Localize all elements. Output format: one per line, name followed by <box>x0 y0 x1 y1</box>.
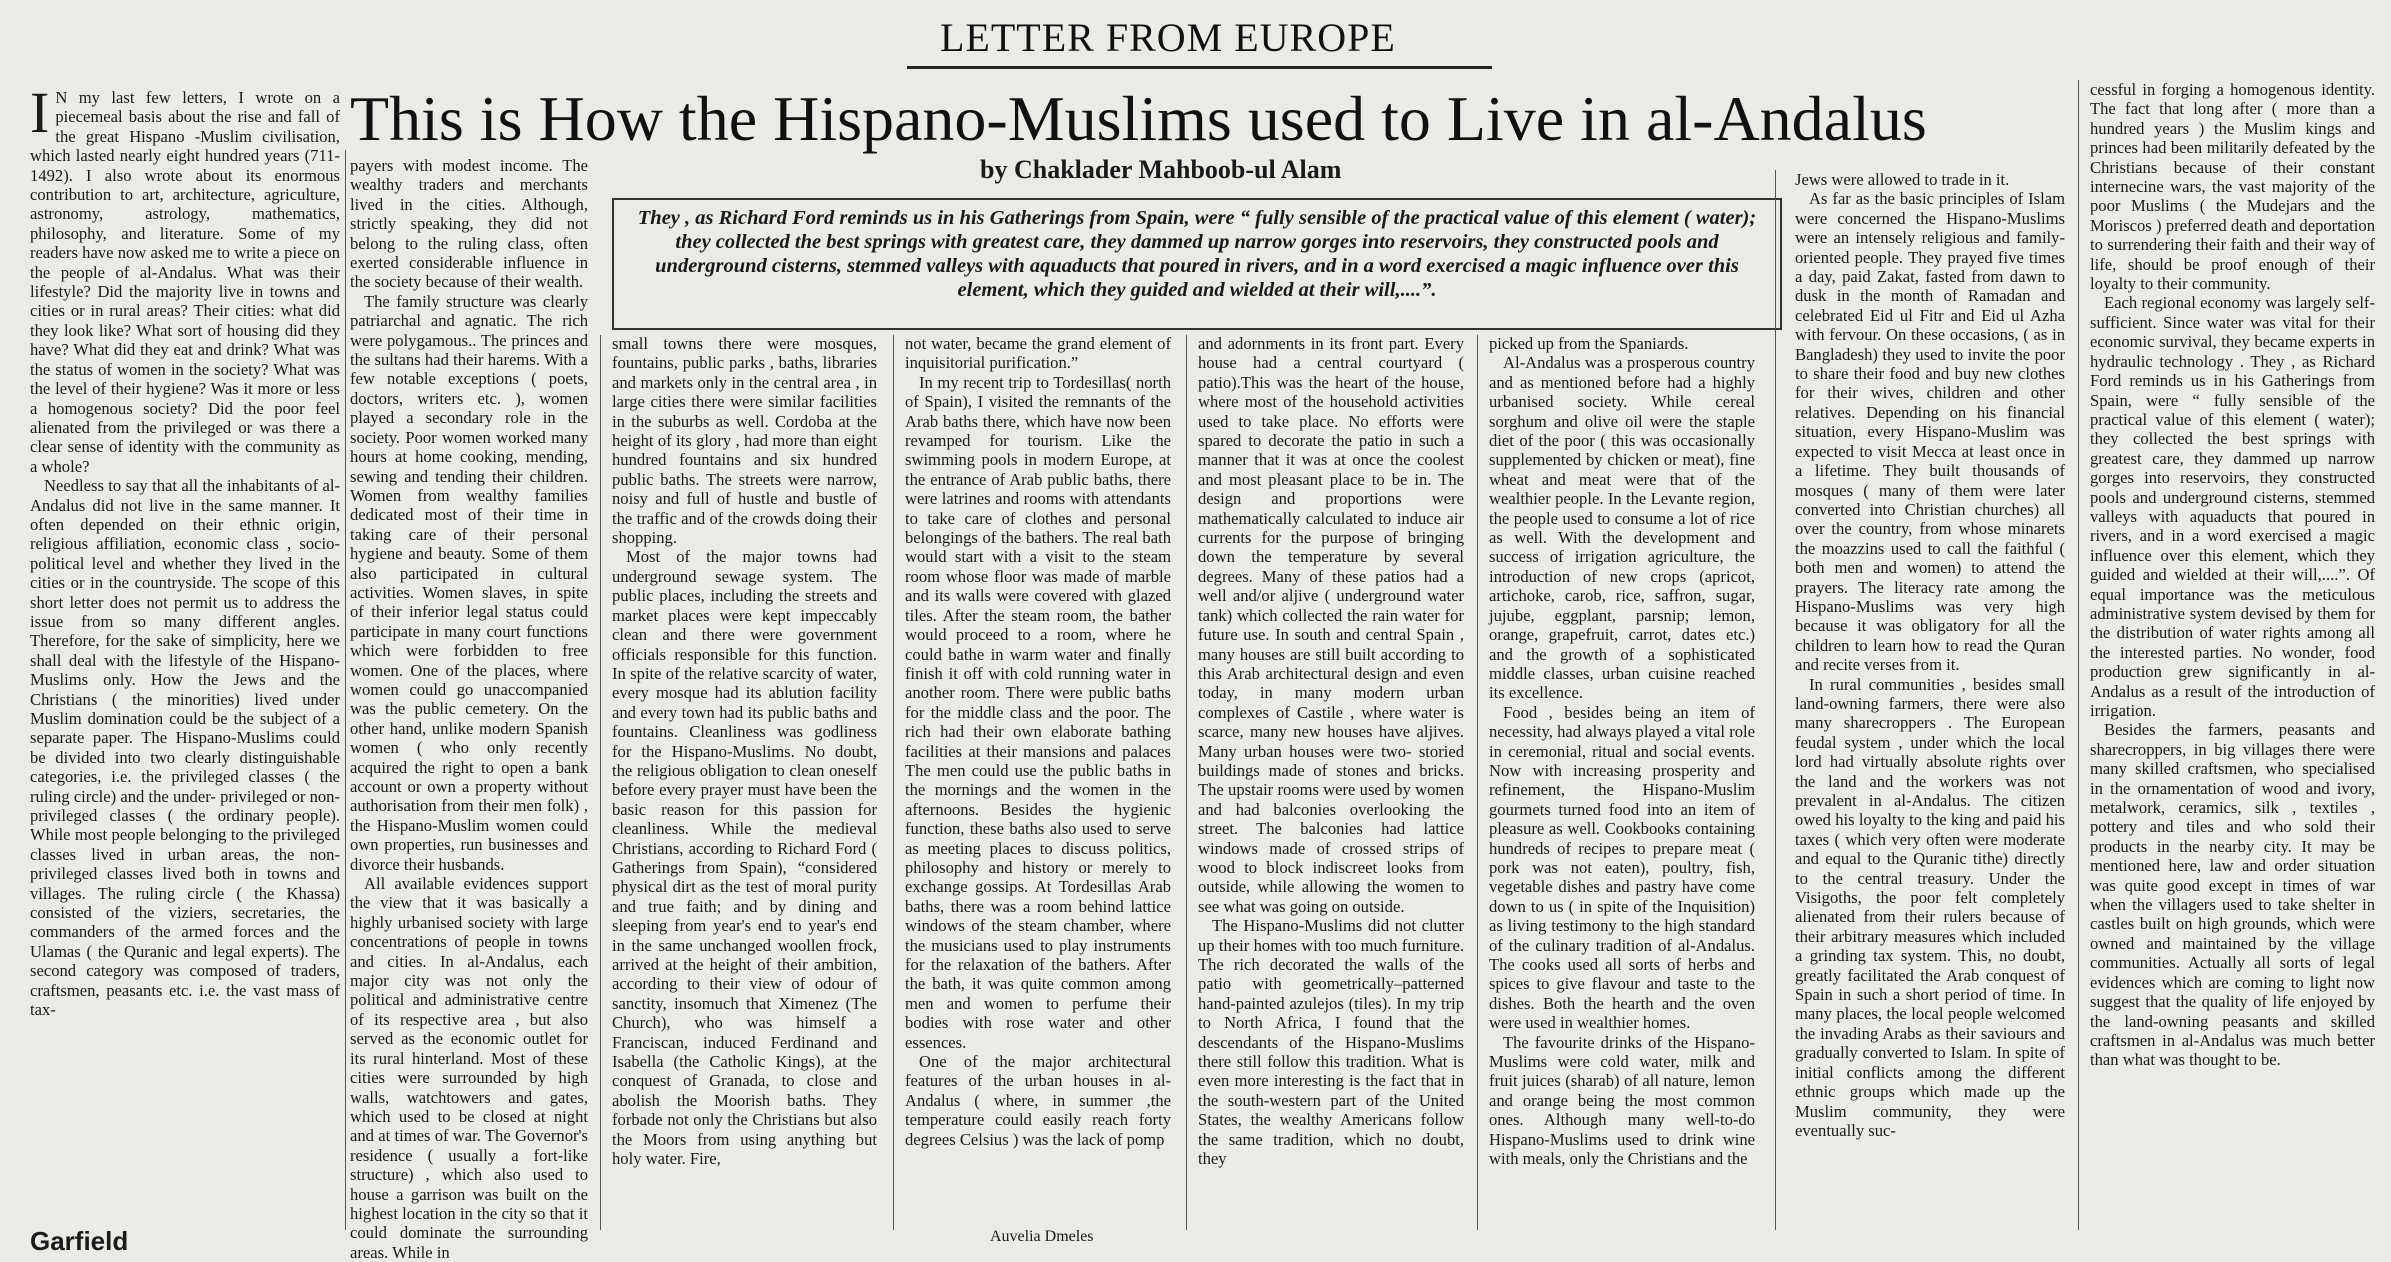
col7-paragraph-1: Jews were allowed to trade in it. <box>1795 170 2010 189</box>
footer-fragment: Auvelia Dmeles <box>990 1228 1094 1245</box>
col8-paragraph-3: Besides the farmers, peasants and sharecroppers, in big villages there were many skilled craftsmen, who specialised in the ornamentation of wood and ivory, metalwork, ceramics, silk , textiles , pottery and tiles and who sold their products in the nearby city. It may be mentioned here, law and order situation was quite good except in times of war when the villagers used to take shelter in castles built on high grounds, which were owned and maintained by the village communities. Actually all sorts of legal evidences which are coming to light now suggest that the quality of life enjoyed by the land-owning peasants and skilled craftsmen in al-Andalus was much better than what was thought to be. <box>2090 720 2375 1070</box>
kicker-rule <box>907 66 1492 69</box>
column-8 <box>2090 80 2375 1230</box>
col7-paragraph-2: As far as the basic principles of Islam were concerned the Hispano-Muslims were an intensely religious and family-oriented people. They prayed five times a day, paid Zakat, fasted from dawn to dusk in the month of Ramadan and celebrated Eid ul Fitr and Eid ul Azha with fervour. On these occasions, ( as in Bangladesh) they used to invite the poor to share their food and buy new clothes for their wives, children and other relatives. Depending on his financial situation, every Hispano-Muslim was expected to visit Mecca at least once in a lifetime. They built thousands of mosques ( many of them were later converted into Christian churches) all over the country, from whose minarets the moazzins used to call the faithful ( both men and women) to attend the prayers. The literacy rate among the Hispano-Muslims was very high because it was obligatory for all the children to learn how to read the Quran and recite verses from it. <box>1795 189 2065 675</box>
col1-paragraph-2: Needless to say that all the inhabitants of al-Andalus did not live in the same manner. It often depended on their ethnic origin, religious affiliation, economic class , socio-political level and whether they lived in the cities or in the countryside. The scope of this short letter does not permit us to address the issue from so many different angles. Therefore, for the sake of simplicity, here we shall deal with the lifestyle of the Hispano-Muslims only. How the Jews and the Christians ( the minorities) lived under Muslim domination could be the subject of a separate paper. The Hispano-Muslims could be divided into two clearly distinguishable categories, i.e. the privileged classes ( the ruling circle) and the under- privileged or non- privileged classes ( the ordinary people). While most people belonging to the privileged classes lived in urban areas, the non-privileged classes lived both in towns and villages. The ruling circle ( the Khassa) consisted of the viziers, secretaries, the commanders of the armed forces and the Ulamas ( the Quranic and legal experts). The second category was composed of traders, craftsmen, peasants etc. i.e. the vast mass of tax- <box>30 476 340 1020</box>
comic-logo: Garfield <box>30 1226 129 1256</box>
col4-paragraph-3: One of the major architectural features of the urban houses in al- Andalus ( where, in summer ,the temperature could easily reach forty degrees Celsius ) was the lack of pomp <box>905 1052 1171 1149</box>
drop-cap: I <box>30 80 50 145</box>
column-rule <box>2078 80 2079 1230</box>
column-rule <box>1477 335 1478 1230</box>
column-4 <box>905 334 1171 1230</box>
col8-paragraph-2: Each regional economy was largely self-sufficient. Since water was vital for their economic survival, they became experts in hydraulic technology . They , as Richard Ford reminds us in his Gatherings from Spain, were “ fully sensible of the practical value of this element ( water); they collected the best springs with greatest care, they dammed up narrow gorges into reservoirs, they constructed pools and underground cisterns, stemmed valleys with aquaducts that poured in rivers, and in a word exercised a magic influence over this element, which they guided and wielded at their will,....”. Of equal importance was the meticulous administrative system devised by them for the distribution of water rights among all the interested parties. No wonder, food production grew significantly in al-Andalus as a result of the introduction of irrigation. <box>2090 293 2375 720</box>
column-rule <box>345 150 346 1230</box>
col4-paragraph-2: In my recent trip to Tordesillas( north of Spain), I visited the remnants of the Arab baths there, which have now been revamped for tourism. Like the swimming pools in modern Europe, at the entrance of Arab public baths, there were latrines and rooms with attendants to take care of clothes and personal belongings of the bathers. The real bath would start with a visit to the steam room whose floor was made of marble and its walls were covered with glazed tiles. After the steam room, the bather would proceed to a room, where he could bathe in warm water and finally finish it off with cold running water in another room. There were public baths for the middle class and the poor. The rich had their own elaborate bathing facilities at their mansions and palaces The men could use the public baths in the mornings and the women in the afternoons. Besides the hygienic function, these baths also used to serve as meeting places to discuss politics, philosophy and history or merely to exchange gossips. At Tordesillas Arab baths, there was a room behind lattice windows of the steam chamber, where the musicians used to play instruments for the relaxation of the bathers. After the bath, it was quite common among men and women to perfume their bodies with rose water and other essences. <box>905 372 1171 1052</box>
col2-paragraph-3: All available evidences support the view that it was basically a highly urbanised society with large concentrations of people in towns and cities. In al-Andalus, each major city was not only the political and administrative centre of its respective area , but also served as the economic outlet for its rural hinterland. Most of these cities were surrounded by high walls, watchtowers and gates, which used to be closed at night and at times of war. The Governor's residence ( usually a fort-like structure) , which also used to house a garrison was built on the highest location in the city so that it could dominate the surrounding areas. While in <box>350 874 588 1262</box>
col7-paragraph-3: In rural communities , besides small land-owning farmers, there were also many sharecroppers . The European feudal system , under which the local lord had virtually absolute rights over the land and the workers was not prevalent in al-Andalus. The citizen owed his loyalty to the king and paid his taxes ( which very often were moderate and equal to the Quranic tithe) directly to the central treasury. Under the Visigoths, the poor felt completely alienated from their rulers because of their arbitrary measures which included a grinding tax system. This, no doubt, greatly facilitated the Arab conquest of Spain in such a short period of time. In many places, the local people welcomed the invading Arabs as their saviours and gradually converted to Islam. In spite of initial conflicts among the different ethnic groups which made up the Muslim community, they were eventually suc- <box>1795 674 2065 1140</box>
col1-paragraph-1-text: N my last few letters, I wrote on a piecemeal basis about the rise and fall of the great Hispano -Muslim civilisation, which lasted nearly eight hundred years (711- 1492). I also wrote about its enormous contribution to art, architecture, agriculture, astronomy, astrology, mathematics, philosophy, and literature. Some of my readers have now asked me to write a piece on the people of al-Andalus. What was their lifestyle? Did the majority live in towns and cities or in rural areas? Their cities: what did they look like? What sort of housing did they have? What did they eat and drink? What was the status of women in the society? What was the level of their hygiene? Was it more or less a homogenous society? Did the poor feel alienated from the privileged or was there a clear sense of identity with the community as a whole? <box>30 88 340 476</box>
footer-strip <box>0 1226 2391 1256</box>
col6-paragraph-1: picked up from the Spaniards. <box>1489 334 1689 353</box>
pull-quote: They , as Richard Ford reminds us in his Gatherings from Spain, were “ fully sensible of the practical value of this element ( water); they collected the best springs with greatest care, they dammed up narrow gorges into reservoirs, they constructed pools and underground cisterns, stemmed valleys with aquaducts that poured in rivers, and in a word exercised a magic influence over this element, which they guided and wielded at their will,....”. <box>612 198 1782 330</box>
byline: by Chaklader Mahboob-ul Alam <box>980 155 1342 184</box>
column-rule <box>600 335 601 1230</box>
col6-paragraph-4: The favourite drinks of the Hispano-Muslims were cold water, milk and fruit juices (sharab) of all nature, lemon and orange being the most common ones. Although many well-to-do Hispano-Muslims used to drink wine with meals, only the Christians and the <box>1489 1032 1755 1169</box>
column-3 <box>612 334 877 1230</box>
column-rule <box>893 335 894 1230</box>
col2-paragraph-2: The family structure was clearly patriarchal and agnatic. The rich were polygamous.. The princes and the sultans had their harems. With a few notable exceptions ( poets, doctors, writers etc. ), women played a secondary role in the society. Poor women worked many hours at home cooking, mending, sewing and tending their children. Women from wealthy families dedicated most of their time in taking care of their personal hygiene and beauty. Some of them also participated in cultural activities. Women slaves, in spite of their inferior legal status could participate in many court functions which were forbidden to free women. One of the places, where women could go unaccompanied was the public cemetery. On the other hand, unlike modern Spanish women ( who only recently acquired the right to open a bank account or own a property without authorisation from their men folk) , the Hispano-Muslim women could own properties, run businesses and divorce their husbands. <box>350 291 588 874</box>
col5-paragraph-2: The Hispano-Muslims did not clutter up their homes with too much furniture. The rich decorated the walls of the patio with geometrically–patterned hand-painted azulejos (tiles). In my trip to North Africa, I found that the descendants of the Hispano-Muslims there still follow this tradition. What is even more interesting is the fact that in the south-western part of the United States, the wealthy Americans follow the same tradition, which no doubt, they <box>1198 916 1464 1169</box>
column-6 <box>1489 334 1755 1230</box>
column-5 <box>1198 334 1464 1230</box>
column-1 <box>30 80 340 1230</box>
col3-paragraph-2: Most of the major towns had underground sewage system. The public places, including the streets and market places were kept impeccably clean and there were government officials responsible for this function. In spite of the relative scarcity of water, every mosque had its ablution facility and every town had its public baths and fountains. Cleanliness was godliness for the Hispano-Muslims. No doubt, the religious obligation to clean oneself before every prayer must have been the basic reason for this passion for cleanliness. While the medieval Christians, according to Richard Ford ( Gatherings from Spain), “considered physical dirt as the test of moral purity and true faith; and by dining and sleeping from year's end to year's end in the same unchanged woollen frock, arrived at the height of their ambition, according to their view of odour of sanctity, insomuch that Ximenez (The Church), who was himself a Franciscan, induced Ferdinand and Isabella (the Catholic Kings), at the conquest of Granada, to close and abolish the Moorish baths. They forbade not only the Christians but also the Moors from using anything but holy water. Fire, <box>612 547 877 1169</box>
section-kicker: LETTER FROM EUROPE <box>940 15 1396 60</box>
column-2 <box>350 156 588 1262</box>
col6-paragraph-2: Al-Andalus was a prosperous country and as mentioned before had a highly urbanised society. While cereal sorghum and olive oil were the staple diet of the poor ( this was occasionally supplemented by chicken or meat), fine wheat and meat were that of the wealthier people. In the Levante region, the people used to consume a lot of rice as well. With the development and success of irrigation agriculture, the introduction of new crops (apricot, artichoke, carob, rice, saffron, sugar, jujube, eggplant, parsnip; lemon, orange, grapefruit, carrot, dates etc.) and the growth of a sophisticated middle classes, urban cuisine reached its excellence. <box>1489 353 1755 703</box>
col3-paragraph-1: small towns there were mosques, fountains, public parks , baths, libraries and markets only in the central area , in large cities there were similar facilities in the suburbs as well. Cordoba at the height of its glory , had more than eight hundred fountains and six hundred public baths. The streets were narrow, noisy and full of hustle and bustle of the traffic and of the crowds doing their shopping. <box>612 334 877 548</box>
headline: This is How the Hispano-Muslims used to Live in al-Andalus <box>350 83 1927 154</box>
column-rule <box>1775 170 1776 1230</box>
column-7 <box>1795 170 2065 1230</box>
col5-paragraph-1: and adornments in its front part. Every house had a central courtyard ( patio).This was the heart of the house, where most of the household activities used to take place. No efforts were spared to decorate the patio in such a manner that it was at once the coolest and most pleasant place to be in. The design and proportions were mathematically calculated to induce air currents for the purpose of bringing down the temperature by several degrees. Many of these patios had a well and/or aljive ( underground water tank) which collected the rain water for future use. In south and central Spain , many houses are still built according to this Arab architectural design and even today, in many modern urban complexes of Castile , where water is scarce, many new houses have aljives. Many urban houses were two- storied buildings made of stones and bricks. The upstair rooms were used by women and had balconies overlooking the street. The balconies had lattice windows made of crossed strips of wood to block indiscreet looks from outside, while allowing the women to see what was going on outside. <box>1198 334 1464 916</box>
col4-paragraph-1: not water, became the grand element of inquisitorial purification.” <box>905 334 1171 373</box>
col1-paragraph-1 <box>30 80 340 476</box>
column-rule <box>1186 335 1187 1230</box>
col2-paragraph-1: payers with modest income. The wealthy traders and merchants lived in the cities. Although, strictly speaking, they did not belong to the ruling class, often exerted considerable influence in the society because of their wealth. <box>350 156 588 292</box>
col6-paragraph-3: Food , besides being an item of necessity, had always played a vital role in ceremonial, ritual and social events. Now with increasing prosperity and refinement, the Hispano-Muslim gourmets turned food into an item of pleasure as well. Cookbooks containing hundreds of recipes to prepare meat ( pork was not eaten), poultry, fish, vegetable dishes and pastry have come down to us ( in spite of the Inquisition) as living testimony to the high standard of the culinary tradition of al-Andalus. The cooks used all sorts of herbs and spices to give flavour and taste to the dishes. Both the hearth and the oven were used in wealthier homes. <box>1489 702 1755 1033</box>
col8-paragraph-1: cessful in forging a homogenous identity. The fact that long after ( more than a hundred years ) the Muslim kings and princes had been militarily defeated by the Christians because of their constant internecine wars, the vast majority of the poor Muslims ( the Mudejars and the Moriscos ) preferred death and deportation to surrendering their faith and their way of life, should be proof enough of their loyalty to their community. <box>2090 80 2375 294</box>
